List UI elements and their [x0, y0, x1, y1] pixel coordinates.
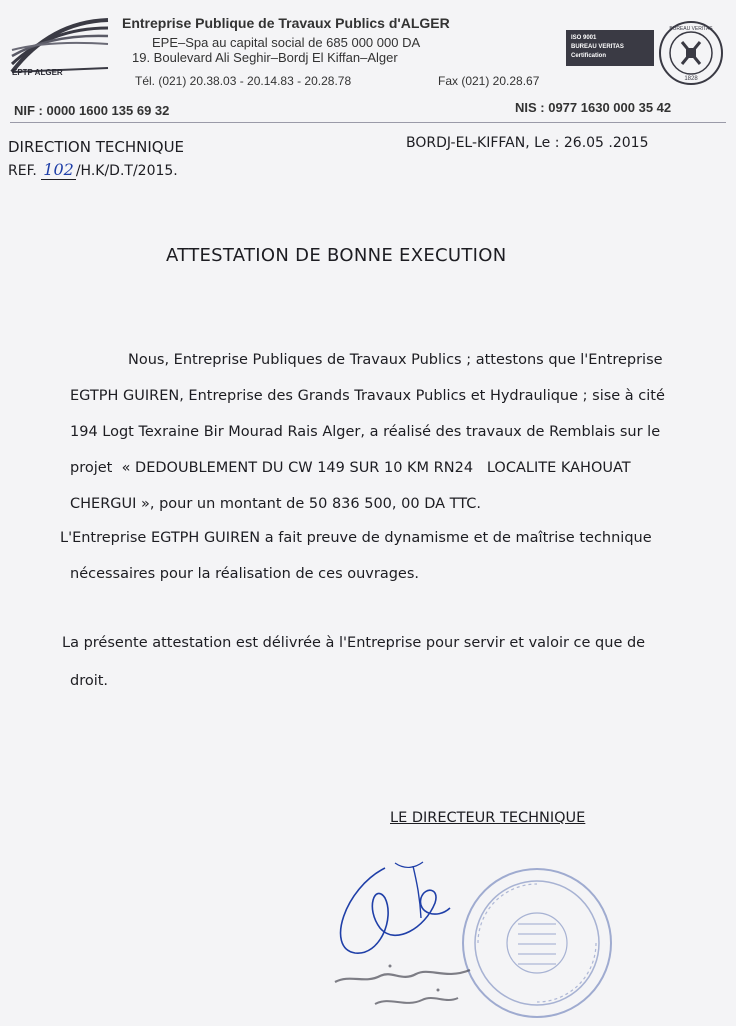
place: BORDJ-EL-KIFFAN, Le [406, 135, 551, 151]
body-line: projet « DEDOUBLEMENT DU CW 149 SUR 10 KM RN24 LOCALITE KAHOUAT [70, 460, 631, 476]
bureau-veritas-seal-icon [658, 20, 724, 86]
nif-number: NIF : 0000 1600 135 69 32 [14, 103, 170, 118]
company-fax: Fax (021) 20.28.67 [438, 74, 540, 88]
seal-text: BUREAU VERITAS [669, 26, 713, 32]
body-line: CHERGUI », pour un montant de 50 836 500, 00 DA TTC. [70, 496, 481, 512]
seal-year: 1828 [684, 76, 698, 82]
cert-line-1: ISO 9001 [571, 35, 597, 41]
department-label: DIRECTION TECHNIQUE [8, 138, 185, 156]
ref-handwritten-number: 102 [43, 160, 74, 179]
header-divider [10, 122, 726, 123]
company-address: 19. Boulevard Ali Seghir–Bordj El Kiffan–Alger [132, 50, 398, 65]
reference-line [8, 160, 178, 179]
company-phone: Tél. (021) 20.38.03 - 20.14.83 - 20.28.78 [135, 74, 352, 88]
body-line: L'Entreprise EGTPH GUIREN a fait preuve de dynamisme et de maîtrise technique [60, 530, 652, 546]
place-and-date [406, 135, 649, 151]
company-logo [10, 14, 110, 94]
document-title: ATTESTATION DE BONNE EXECUTION [166, 245, 507, 266]
logo-caption: EPTP ALGER [12, 68, 63, 77]
date: : 26.05 .2015 [554, 135, 649, 151]
ref-suffix: /H.K/D.T/2015. [75, 163, 178, 179]
body-line: EGTPH GUIREN, Entreprise des Grands Travaux Publics et Hydraulique ; sise à cité [70, 388, 665, 404]
ref-prefix: REF. [8, 163, 37, 179]
body-line: La présente attestation est délivrée à l'Entreprise pour servir et valoir ce que de [62, 635, 646, 651]
official-stamp-icon [458, 864, 616, 1022]
body-line: 194 Logt Texraine Bir Mourad Rais Alger, a réalisé des travaux de Remblais sur le [70, 424, 661, 440]
arabic-name-stamp [330, 952, 480, 1022]
body-line: nécessaires pour la réalisation de ces ouvrages. [70, 566, 420, 582]
company-name: Entreprise Publique de Travaux Publics d'ALGER [122, 15, 450, 31]
cert-line-2: BUREAU VERITAS [571, 44, 624, 50]
body-line: droit. [70, 673, 109, 689]
company-capital: EPE–Spa au capital social de 685 000 000 DA [152, 35, 421, 50]
body-line: Nous, Entreprise Publiques de Travaux Publics ; attestons que l'Entreprise [128, 352, 663, 368]
iso-certification-badge [566, 30, 654, 66]
nis-number: NIS : 0977 1630 000 35 42 [515, 100, 672, 115]
signatory-title: LE DIRECTEUR TECHNIQUE [390, 810, 586, 826]
cert-line-3: Certification [571, 53, 607, 59]
